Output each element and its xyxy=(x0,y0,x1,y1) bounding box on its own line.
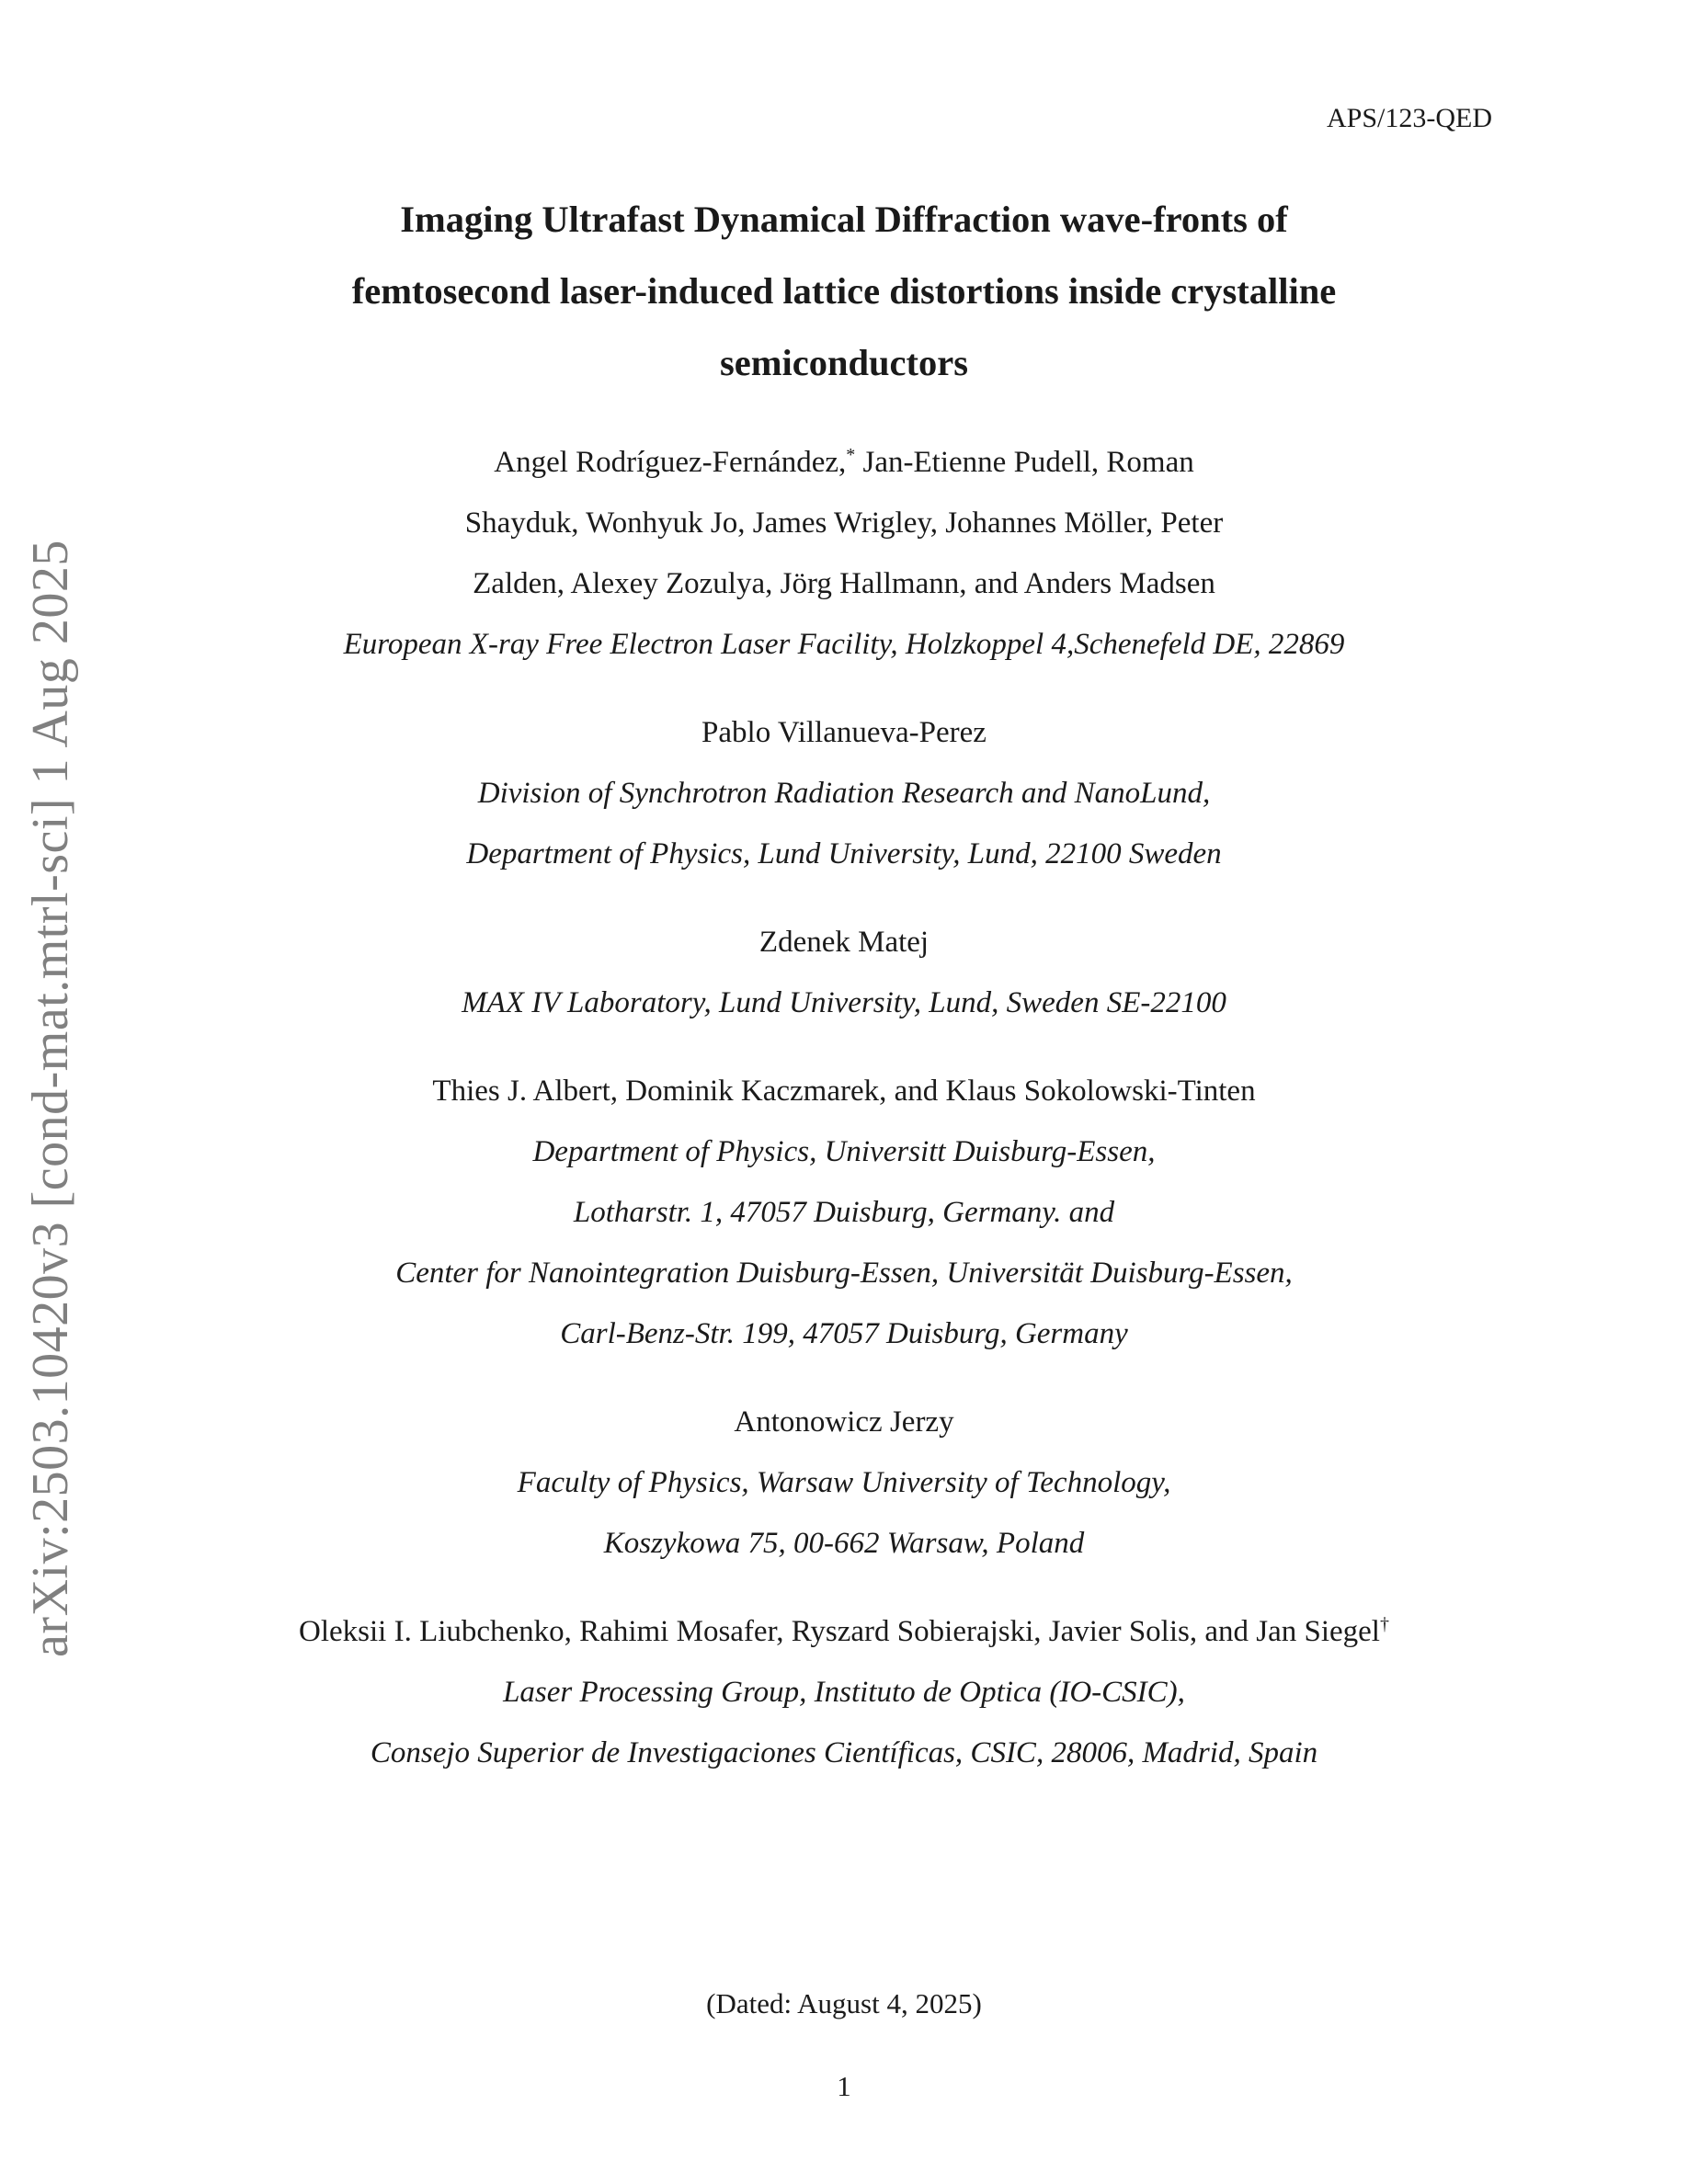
affiliation-line: Lotharstr. 1, 47057 Duisburg, Germany. and xyxy=(573,1196,1115,1229)
affiliation-line: MAX IV Laboratory, Lund University, Lund, Sweden SE-22100 xyxy=(462,986,1226,1019)
report-number: APS/123-QED xyxy=(1326,103,1492,133)
date-line: (Dated: August 4, 2025) xyxy=(706,1987,982,2019)
affiliation-line: Department of Physics, Lund University, Lund, 22100 Sweden xyxy=(466,837,1222,870)
author-line: Zdenek Matej xyxy=(758,926,930,959)
author-line xyxy=(165,432,1523,493)
author-line: Antonowicz Jerzy xyxy=(734,1405,954,1439)
affiliation-line: Division of Synchrotron Radiation Research and NanoLund, xyxy=(477,777,1211,810)
author-name: Jan-Etienne Pudell, Roman xyxy=(855,446,1194,479)
paper-front-matter xyxy=(165,184,1523,1783)
author-name: Angel Rodríguez-Fernández, xyxy=(494,446,847,479)
author-group xyxy=(165,1392,1523,1574)
footnote-mark: † xyxy=(1379,1614,1389,1634)
author-line: Shayduk, Wonhyuk Jo, James Wrigley, Johannes Möller, Peter xyxy=(464,506,1224,540)
author-name: Oleksii I. Liubchenko, Rahimi Mosafer, Ryszard Sobierajski, Javier Solis, and Jan Siegel xyxy=(299,1615,1380,1648)
affiliation-line: Carl-Benz-Str. 199, 47057 Duisburg, Germany xyxy=(560,1317,1128,1350)
title-line: Imaging Ultrafast Dynamical Diffraction wave-fronts of xyxy=(400,199,1288,240)
affiliation-line: Laser Processing Group, Instituto de Optica (IO-CSIC), xyxy=(503,1676,1185,1709)
author-line xyxy=(165,1601,1523,1662)
author-group xyxy=(165,1601,1523,1783)
affiliation-line: Koszykowa 75, 00-662 Warsaw, Poland xyxy=(603,1527,1085,1560)
affiliation-line: Center for Nanointegration Duisburg-Essen, Universität Duisburg-Essen, xyxy=(395,1257,1293,1290)
author-group xyxy=(165,912,1523,1033)
affiliation-line: Faculty of Physics, Warsaw University of Technology, xyxy=(517,1466,1171,1499)
arxiv-identifier: arXiv:2503.10420v3 [cond-mat.mtrl-sci] 1 Aug 2025 xyxy=(22,540,79,1657)
author-group xyxy=(165,1061,1523,1364)
arxiv-stamp xyxy=(0,0,101,2184)
author-line: Pablo Villanueva-Perez xyxy=(701,716,987,749)
author-line: Zalden, Alexey Zozulya, Jörg Hallmann, and Anders Madsen xyxy=(473,567,1215,600)
paper-title xyxy=(237,184,1451,399)
title-line: semiconductors xyxy=(720,342,968,383)
footnote-mark: * xyxy=(846,445,856,465)
affiliation-line: Department of Physics, Universitt Duisburg-Essen, xyxy=(532,1135,1156,1168)
affiliation-line: European X-ray Free Electron Laser Facility, Holzkoppel 4,Schenefeld DE, 22869 xyxy=(343,628,1345,661)
affiliation-line: Consejo Superior de Investigaciones Científicas, CSIC, 28006, Madrid, Spain xyxy=(370,1736,1318,1769)
author-group xyxy=(165,702,1523,884)
page-number: 1 xyxy=(837,2070,851,2102)
title-line: femtosecond laser-induced lattice distortions inside crystalline xyxy=(351,270,1337,312)
author-group xyxy=(165,432,1523,675)
author-line: Thies J. Albert, Dominik Kaczmarek, and Klaus Sokolowski-Tinten xyxy=(432,1075,1256,1108)
